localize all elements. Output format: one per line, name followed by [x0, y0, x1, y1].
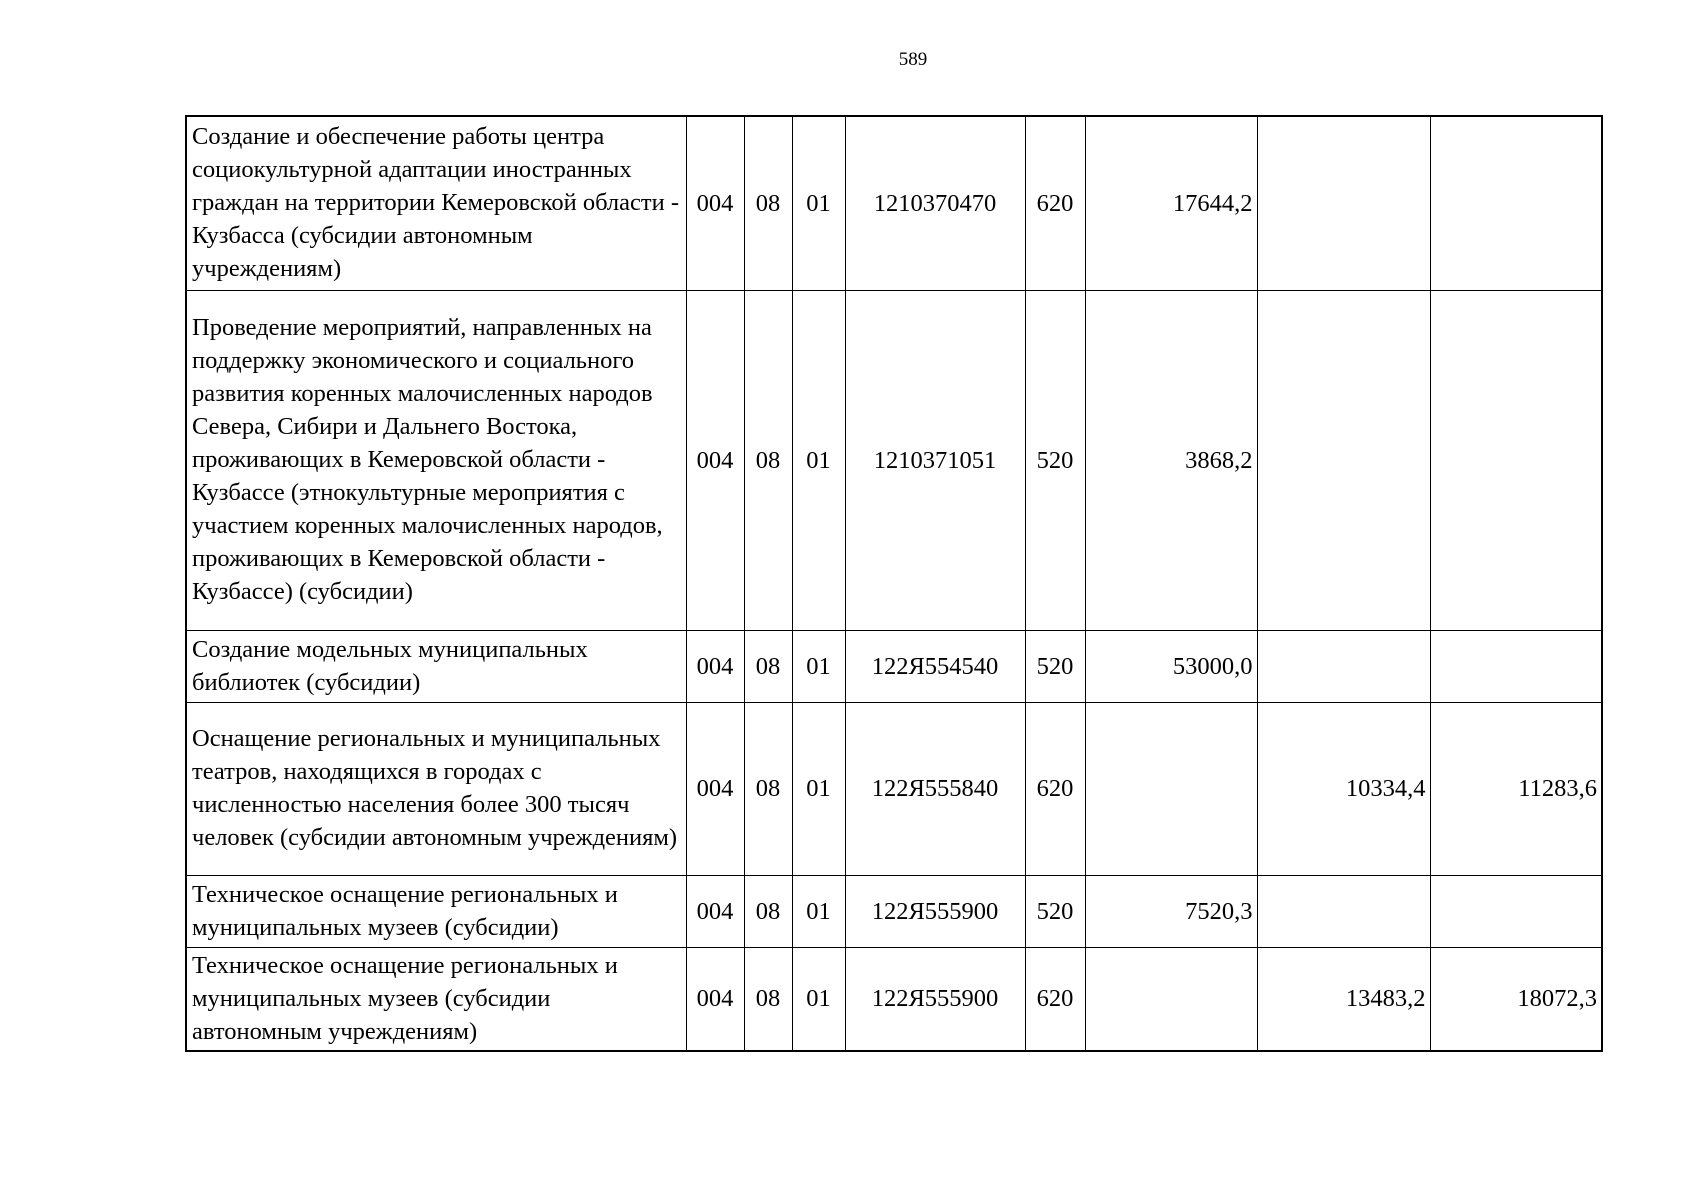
row-description: Оснащение региональных и муниципальных театров, находящихся в городах с численностью населения более 300 тысяч человек (субсидии автономным учреждениям) [186, 702, 686, 875]
target-article-code: 1210370470 [845, 116, 1025, 290]
year3-amount: 18072,3 [1430, 947, 1602, 1051]
ministry-code: 004 [686, 116, 744, 290]
year3-amount [1430, 875, 1602, 947]
budget-table [185, 115, 1603, 1052]
year1-amount [1085, 947, 1257, 1051]
subsection-code: 01 [792, 875, 845, 947]
year2-amount: 13483,2 [1257, 947, 1430, 1051]
target-article-code: 122Я555900 [845, 947, 1025, 1051]
row-description: Проведение мероприятий, направленных на поддержку экономического и социального развития коренных малочисленных народов Севера, Сибири и Дальнего Востока, проживающих в Кемеровской области - Кузбассе (этнокультурные мероприятия с участием коренных малочисленных народов, проживающих в Кемеровской области - Кузбассе) (субсидии) [186, 290, 686, 630]
expense-type-code: 620 [1025, 116, 1085, 290]
year2-amount [1257, 116, 1430, 290]
ministry-code: 004 [686, 875, 744, 947]
subsection-code: 01 [792, 947, 845, 1051]
subsection-code: 01 [792, 702, 845, 875]
year3-amount [1430, 290, 1602, 630]
expense-type-code: 520 [1025, 875, 1085, 947]
ministry-code: 004 [686, 290, 744, 630]
year1-amount: 53000,0 [1085, 630, 1257, 702]
table-row [186, 947, 1602, 1051]
subsection-code: 01 [792, 116, 845, 290]
year1-amount [1085, 702, 1257, 875]
table-row [186, 630, 1602, 702]
section-code: 08 [744, 702, 792, 875]
ministry-code: 004 [686, 947, 744, 1051]
section-code: 08 [744, 116, 792, 290]
year2-amount [1257, 875, 1430, 947]
section-code: 08 [744, 290, 792, 630]
ministry-code: 004 [686, 702, 744, 875]
section-code: 08 [744, 630, 792, 702]
ministry-code: 004 [686, 630, 744, 702]
subsection-code: 01 [792, 630, 845, 702]
expense-type-code: 520 [1025, 290, 1085, 630]
year2-amount [1257, 290, 1430, 630]
expense-type-code: 520 [1025, 630, 1085, 702]
page-number: 589 [898, 49, 928, 70]
year3-amount: 11283,6 [1430, 702, 1602, 875]
target-article-code: 122Я555900 [845, 875, 1025, 947]
section-code: 08 [744, 875, 792, 947]
target-article-code: 122Я554540 [845, 630, 1025, 702]
section-code: 08 [744, 947, 792, 1051]
target-article-code: 1210371051 [845, 290, 1025, 630]
subsection-code: 01 [792, 290, 845, 630]
year1-amount: 3868,2 [1085, 290, 1257, 630]
year1-amount: 17644,2 [1085, 116, 1257, 290]
row-description: Создание и обеспечение работы центра социокультурной адаптации иностранных граждан на территории Кемеровской области - Кузбасса (субсидии автономным учреждениям) [186, 116, 686, 290]
year1-amount: 7520,3 [1085, 875, 1257, 947]
expense-type-code: 620 [1025, 702, 1085, 875]
table-row [186, 702, 1602, 875]
expense-type-code: 620 [1025, 947, 1085, 1051]
row-description: Техническое оснащение региональных и муниципальных музеев (субсидии автономным учреждениям) [186, 947, 686, 1051]
table-row [186, 875, 1602, 947]
year2-amount: 10334,4 [1257, 702, 1430, 875]
year3-amount [1430, 630, 1602, 702]
year2-amount [1257, 630, 1430, 702]
year3-amount [1430, 116, 1602, 290]
table-row [186, 116, 1602, 290]
target-article-code: 122Я555840 [845, 702, 1025, 875]
table-row [186, 290, 1602, 630]
row-description: Создание модельных муниципальных библиотек (субсидии) [186, 630, 686, 702]
row-description: Техническое оснащение региональных и муниципальных музеев (субсидии) [186, 875, 686, 947]
